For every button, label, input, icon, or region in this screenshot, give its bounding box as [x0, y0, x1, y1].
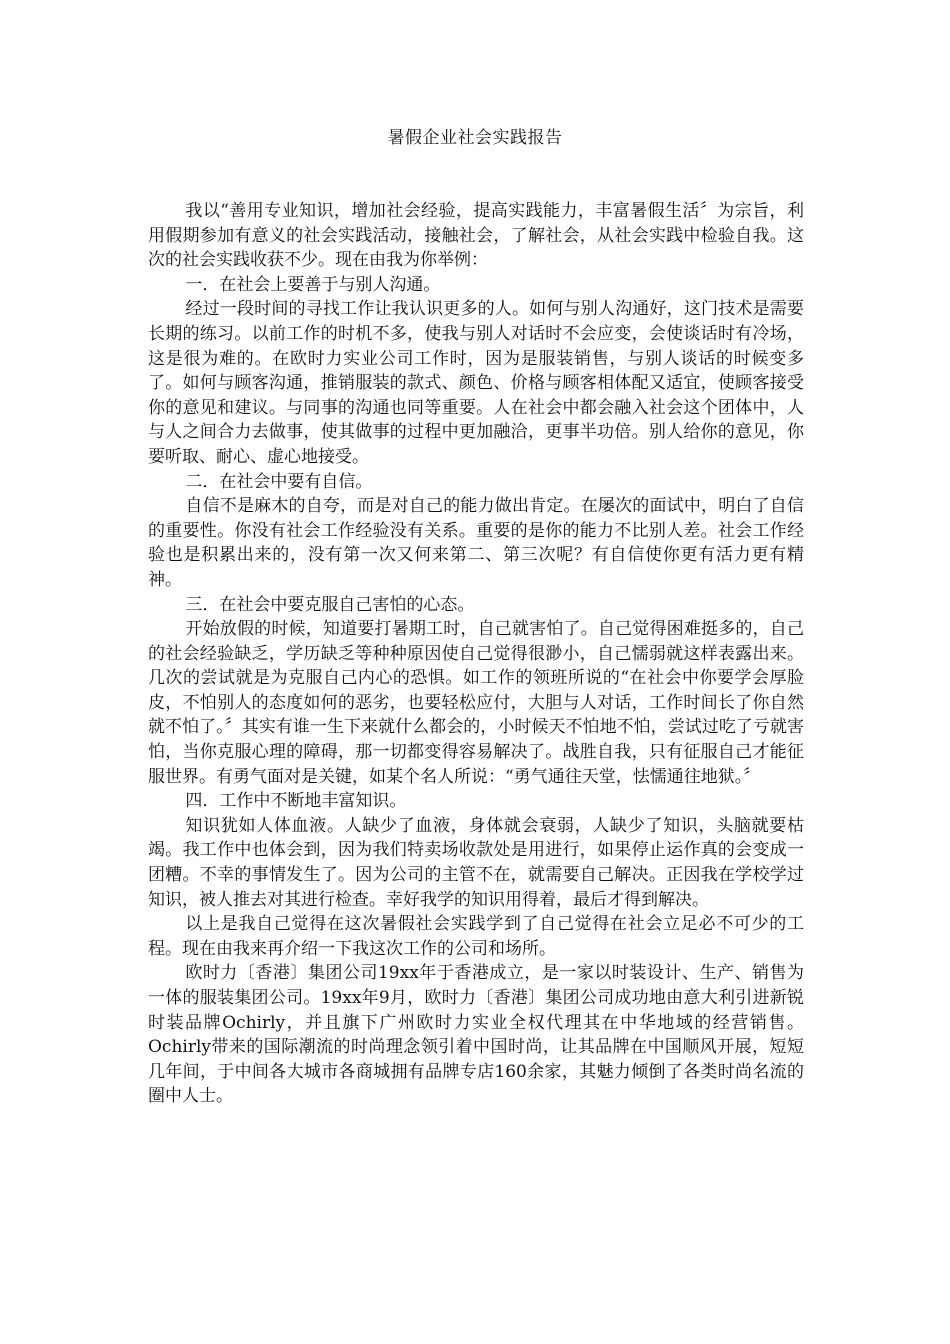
- paragraph-summary: 以上是我自己觉得在这次暑假社会实践学到了自己觉得在社会立足必不可少的工程。现在由我来再介绍一下我这次工作的公司和场所。: [148, 914, 804, 959]
- section-heading-2: 二．在社会中要有自信。: [185, 471, 373, 492]
- section-heading-3: 三．在社会中要克服自己害怕的心态。: [185, 594, 475, 615]
- section-heading-4: 四．工作中不断地丰富知识。: [185, 791, 407, 812]
- paragraph-knowledge: 知识犹如人体血液。人缺少了血液，身体就会衰弱，人缺少了知识，头脑就要枯竭。我工作中也体会到，因为我们特卖场收款处是用进行，如果停止运作真的会变成一团糟。不幸的事情发生了。因为公司的主管不在，就需要自己解决。正因我在学校学过知识，被人推去对其进行检查。幸好我学的知识用得着，最后才得到解决。: [148, 815, 804, 910]
- document-title: 暑假企业社会实践报告: [387, 128, 563, 148]
- paragraph-confidence: 自信不是麻木的自夸，而是对自己的能力做出肯定。在屡次的面试中，明白了自信的重要性。你没有社会工作经验没有关系。重要的是你的能力不比别人差。社会工作经验也是积累出来的，没有第一次又何来第二、第三次呢？有自信使你更有活力更有精神。: [148, 496, 804, 590]
- paragraph-overcome-fear: 开始放假的时候，知道要打暑期工时，自己就害怕了。自己觉得困难挺多的，自己的社会经验缺乏，学历缺乏等种种原因使自己觉得很渺小，自己懦弱就这样表露出来。几次的尝试就是为克服自己内心的恐惧。如工作的领班所说的“在社会中你要学会厚脸皮，不怕别人的态度如何的恶劣，也要轻松应付，大胆与人对话，工作时间长了你自然就不怕了。〞其实有谁一生下来就什么都会的，小时候天不怕地不怕，尝试过吃了亏就害怕，当你克服心理的障碍，那一切都变得容易解决了。战胜自我，只有征服自己才能征服世界。有勇气面对是关键，如某个名人所说：“勇气通往天堂，怯懦通往地狱。〞: [148, 619, 804, 787]
- document-body: [148, 199, 804, 1109]
- paragraph-company-intro: 欧时力〔香港〕集团公司19xx年于香港成立，是一家以时装设计、生产、销售为一体的服装集团公司。19xx年9月，欧时力〔香港〕集团公司成功地由意大利引进新锐时装品牌Ochirly，并且旗下广州欧时力实业全权代理其在中华地域的经营销售。Ochirly带来的国际潮流的时尚理念领引着中国时尚，让其品牌在中国顺风开展，短短几年间，于中间各大城市各商城拥有品牌专店160余家，其魅力倾倒了各类时尚名流的圈中人士。: [148, 963, 804, 1107]
- paragraph-intro: 我以“善用专业知识，增加社会经验，提高实践能力，丰富暑假生活〞为宗旨，利用假期参加有意义的社会实践活动，接触社会，了解社会，从社会实践中检验自我。这次的社会实践收获不少。现在由我为你举例：: [148, 201, 804, 271]
- section-heading-1: 一．在社会上要善于与别人沟通。: [185, 274, 441, 295]
- paragraph-communication: 经过一段时间的寻找工作让我认识更多的人。如何与别人沟通好，这门技术是需要长期的练习。以前工作的时机不多，使我与别人对话时不会应变，会使谈话时有冷场，这是很为难的。在欧时力实业公司工作时，因为是服装销售，与别人谈话的时候变多了。如何与顾客沟通，推销服装的款式、颜色、价格与顾客相体配又适宜，使顾客接受你的意见和建议。与同事的沟通也同等重要。人在社会中都会融入社会这个团体中，人与人之间合力去做事，使其做事的过程中更加融洽，更事半功倍。别人给你的意见，你要听取、耐心、虚心地接受。: [148, 299, 804, 467]
